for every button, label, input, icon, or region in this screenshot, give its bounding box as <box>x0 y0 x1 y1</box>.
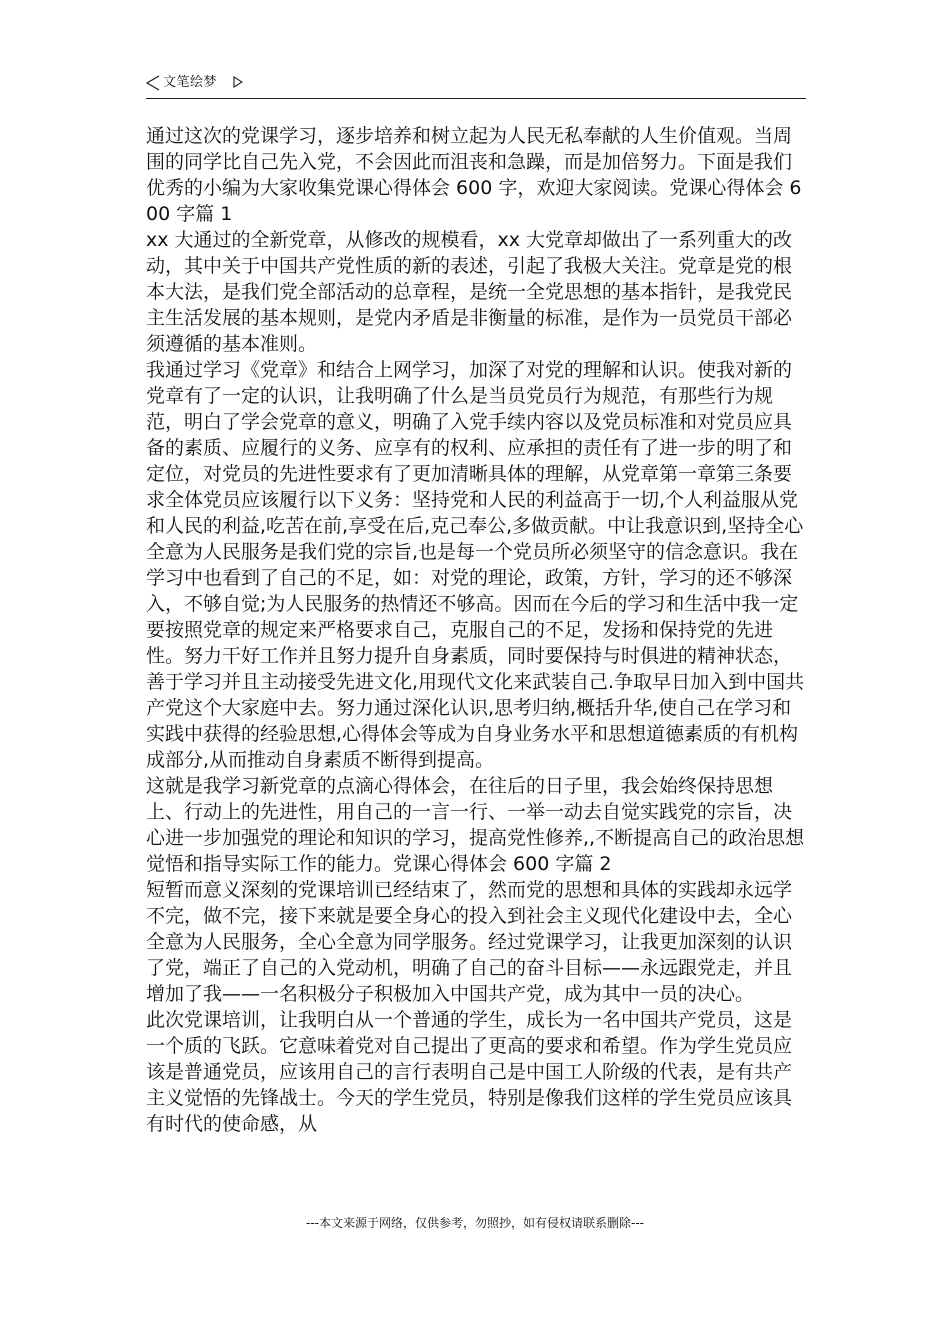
paragraph: 这就是我学习新党章的点滴心得体会，在往后的日子里，我会始终保持思想上、行动上的先进性，用自己的一言一行、一举一动去自觉实践党的宗旨，决心进一步加强党的理论和知识的学习，提高党性修养,,不断提高自己的政治思想觉悟和指导实际工作的能力。党课心得体会 600 字篇 2 <box>146 775 805 875</box>
paragraph: 短暂而意义深刻的党课培训已经结束了，然而党的思想和具体的实践却永远学不完，做不完，接下来就是要全身心的投入到社会主义现代化建设中去，全心全意为人民服务，全心全意为同学服务。经过党课学习，让我更加深刻的认识了党，端正了自己的入党动机，明确了自己的奋斗目标——永远跟党走，并且增加了我——一名积极分子积极加入中国共产党，成为其中一员的决心。 <box>146 879 793 1005</box>
header-brand: 文笔绘梦 <box>163 75 218 90</box>
paragraph: xx 大通过的全新党章，从修改的规模看，xx 大党章却做出了一系列重大的改动，其中关于中国共产党性质的新的表述，引起了我极大关注。党章是党的根本大法，是我们党全部活动的总章程，是统一全党思想的基本指针，是我党民主生活发展的基本规则，是党内矛盾是非衡量的标准，是作为一员党员干部必须遵循的基本准则。 <box>146 229 793 355</box>
triangle-left-outline-icon <box>146 75 160 91</box>
triangle-right-outline-icon <box>233 76 243 88</box>
paragraph: 我通过学习《党章》和结合上网学习，加深了对党的理解和认识。使我对新的党章有了一定的认识，让我明确了什么是当员党员行为规范，有那些行为规范，明白了学会党章的意义，明确了入党手续内容以及党员标准和对党员应具备的素质、应履行的义务、应享有的权利、应承担的责任有了进一步的明了和定位，对党员的先进性要求有了更加清晰具体的理解，从党章第一章第三条要求全体党员应该履行以下义务：坚持党和人民的利益高于一切,个人利益服从党和人民的利益,吃苦在前,享受在后,克己奉公,多做贡献。中让我意识到,坚持全心全意为人民服务是我们党的宗旨,也是每一个党员所必须坚守的信念意识。我在学习中也看到了自己的不足，如：对党的理论，政策，方针，学习的还不够深入，不够自觉;为人民服务的热情还不够高。因而在今后的学习和生活中我一定要按照党章的规定来严格要求自己，克服自己的不足，发扬和保持党的先进性。努力干好工作并且努力提升自身素质，同时要保持与时俱进的精神状态，善于学习并且主动接受先进文化,用现代文化来武装自己.争取早日加入到中国共产党这个大家庭中去。努力通过深化认识,思考归纳,概括升华,使自己在学习和实践中获得的经验思想,心得体会等成为自身业务水平和思想道德素质的有机构成部分,从而推动自身素质不断得到提高。 <box>146 359 805 771</box>
paragraph: 通过这次的党课学习，逐步培养和树立起为人民无私奉献的人生价值观。当周围的同学比自己先入党，不会因此而沮丧和急躁，而是加倍努力。下面是我们优秀的小编为大家收集党课心得体会 600 字，欢迎大家阅读。党课心得体会 600 字篇 1 <box>146 125 802 225</box>
paragraph: 此次党课培训，让我明白从一个普通的学生，成长为一名中国共产党员，这是一个质的飞跃。它意味着党对自己提出了更高的要求和希望。作为学生党员应该是普通党员，应该用自己的言行表明自己是中国工人阶级的代表，是有共产主义觉悟的先锋战士。今天的学生党员，特别是像我们这样的学生党员应该具有时代的使命感，从 <box>146 1009 793 1135</box>
footer-disclaimer: ---本文来源于网络，仅供参考，勿照抄，如有侵权请联系删除--- <box>306 1216 644 1230</box>
article-body <box>146 123 810 1137</box>
page-header <box>146 72 806 99</box>
